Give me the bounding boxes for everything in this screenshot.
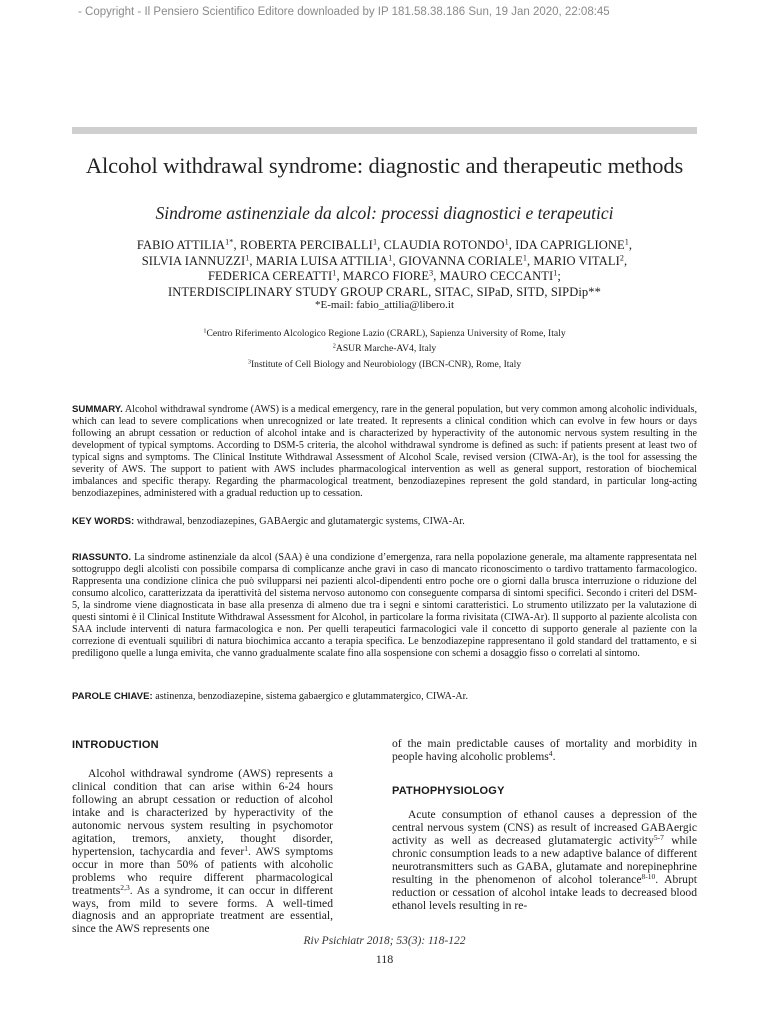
- summary-label: SUMMARY.: [72, 404, 123, 415]
- key-words-label: KEY WORDS:: [72, 516, 135, 527]
- riassunto-text: La sindrome astinenziale da alcol (SAA) è una condizione d’emergenza, rara nella popolazione generale, ma altamente rappresentata nel sottogruppo degli alcolisti con possibile comparsa di complicanze anche gravi in caso di mancato riconoscimento o tardivo trattamento farmacologico. Rappresenta una condizione clinica che può svilupparsi nei pazienti alcol-dipendenti entro poche ore o giorni dalla brusca interruzione o riduzione del consumo alcolico, caratterizzata da iperattività del sistema nervoso autonomo con conseguente comparsa di sintomi specifici. Secondo i criteri del DSM-5, la sindrome viene diagnosticata in base alla presenza di almeno due tra i segni e sintomi caratteristici. Lo strumento utilizzato per la valutazione di questi sintomi è il Clinical Institute Withdrawal Assessment for Alcohol, in particolare la forma rivisitata (CIWA-Ar). Il supporto al paziente alcolista con SAA include interventi di natura farmacologica e non. Per quelli terapeutici farmacologici vale il concetto di supporto generale al paziente con la correzione di eventuali squilibri di natura biochimica accanto a terapia specifica. Le benzodiazepine rappresentano il gold standard del trattamento, e si prediligono quelle a lunga emivita, che vanno gradualmente scalate fino alla sospensione con schemi a dosaggio fisso o correlati al sintomo.: [72, 552, 697, 660]
- journal-citation: Riv Psichiatr 2018; 53(3): 118-122: [303, 935, 466, 947]
- contact-email: *E-mail: fabio_attilia@libero.it: [314, 299, 455, 311]
- summary-paragraph: [72, 404, 697, 500]
- article-subtitle: Sindrome astinenziale da alcol: processi diagnostici e terapeutici: [155, 203, 614, 223]
- page-number: 118: [375, 952, 394, 966]
- author-line-4: INTERDISCIPLINARY STUDY GROUP CRARL, SITAC, SIPaD, SITD, SIPDip**: [168, 284, 601, 299]
- parole-chiave: [72, 691, 697, 703]
- introduction-heading: INTRODUCTION: [72, 739, 159, 751]
- pathophysiology-heading: PATHOPHYSIOLOGY: [392, 785, 505, 797]
- affiliations: [72, 326, 697, 372]
- article-title: Alcohol withdrawal syndrome: diagnostic and therapeutic methods: [85, 153, 684, 178]
- copyright-notice: - Copyright - Il Pensiero Scientifico Editore downloaded by IP 181.58.38.186 Sun, 19 Jan 2020, 22:08:45: [78, 6, 610, 18]
- parole-chiave-label: PAROLE CHIAVE:: [72, 691, 153, 702]
- riassunto-label: RIASSUNTO.: [72, 552, 131, 563]
- author-line-2: SILVIA IANNUZZI$^1$, MARIA LUISA ATTILIA$^1$, GIOVANNA CORIALE$^1$, MARIO VITALI$^2$,: [141, 253, 628, 268]
- introduction-paragraph: Alcohol withdrawal syndrome (AWS) represents a clinical condition that can arise within 6-24 hours following an abrupt cessation or reduction of alcohol intake and is characterized by hyperactivity of the autonomic nervous system resulting in psychomotor agitation, tremors, anxiety, thought disorder, hypertension, tachycardia and fever$^1$. AWS symptoms occur in more than 50% of patients with alcoholic problems who require different pharmacological treatments$^{2,3}$. As a syndrome, it can occur in different ways, from mild to severe forms. A well-timed diagnosis and an appropriate treatment are essential, since the AWS represents one: [72, 767, 333, 936]
- parole-chiave-text: astinenza, benzodiazepine, sistema gabaergico e glutammatergico, CIWA-Ar.: [152, 691, 469, 702]
- key-words-text: withdrawal, benzodiazepines, GABAergic and glutamatergic systems, CIWA-Ar.: [134, 516, 465, 527]
- pathophysiology-paragraph: Acute consumption of ethanol causes a depression of the central nervous system (CNS) as result of increased GABAergic activity as well as decreased glutamatergic activity$^{5-7}$ while chronic consumption leads to a new adaptive balance of different neurotransmitters such as GABA, glutamate and norepinephrine resulting in the phenomenon of alcohol tolerance$^{8-10}$. Abrupt reduction or cessation of alcohol intake leads to decreased blood ethanol levels resulting in re-: [392, 808, 698, 912]
- author-line-3: FEDERICA CEREATTI$^1$, MARCO FIORE$^3$, MAURO CECCANTI$^1$;: [208, 268, 561, 284]
- key-words: [72, 516, 697, 528]
- riassunto-paragraph: [72, 552, 697, 660]
- introduction-paragraph-continued: of the main predictable causes of mortality and morbidity in people having alcoholic problems$^4$.: [392, 737, 697, 763]
- summary-text: Alcohol withdrawal syndrome (AWS) is a medical emergency, rare in the general population, but very common among alcoholic individuals, which can lead to severe complications when unrecognized or late treated. It represents a clinical condition which can evolve in few hours or days following an abrupt cessation or reduction of alcohol intake and is characterized by hyperactivity of the autonomic nervous system resulting in the development of typical symptoms. According to DSM-5 criteria, the alcohol withdrawal syndrome is defined as such: if patients present at least two of typical signs and symptoms. The Clinical Institute Withdrawal Assessment of Alcohol Scale, revised version (CIWA-Ar), is the tool for assessing the severity of AWS. The support to patient with AWS includes pharmacological intervention as well as general support, restoration of biochemical imbalances and specific therapy. Regarding the pharmacological treatment, benzodiazepines represent the gold standard, in particular long-acting benzodiazepines, administered with a gradual reduction up to cessation.: [72, 404, 697, 500]
- affiliation-2: $^2$ASUR Marche-AV4, Italy: [332, 342, 437, 355]
- affiliation-3: $^3$Institute of Cell Biology and Neurobiology (IBCN-CNR), Rome, Italy: [247, 358, 522, 370]
- affiliation-1: $^1$Centro Riferimento Alcologico Regione Lazio (CRARL), Sapienza University of Rome, Italy: [203, 327, 566, 339]
- introduction-continued: [392, 738, 697, 764]
- author-list: [72, 238, 697, 300]
- introduction-body: [72, 768, 333, 936]
- pathophysiology-body: [392, 809, 697, 913]
- author-line-1: FABIO $ATTILIA^{1*}$, ROBERTA PERCIBALLI$^1$, CLAUDIA ROTONDO$^1$, IDA CAPRIGLIONE$^1$,: [136, 237, 633, 252]
- header-rule: [72, 127, 697, 134]
